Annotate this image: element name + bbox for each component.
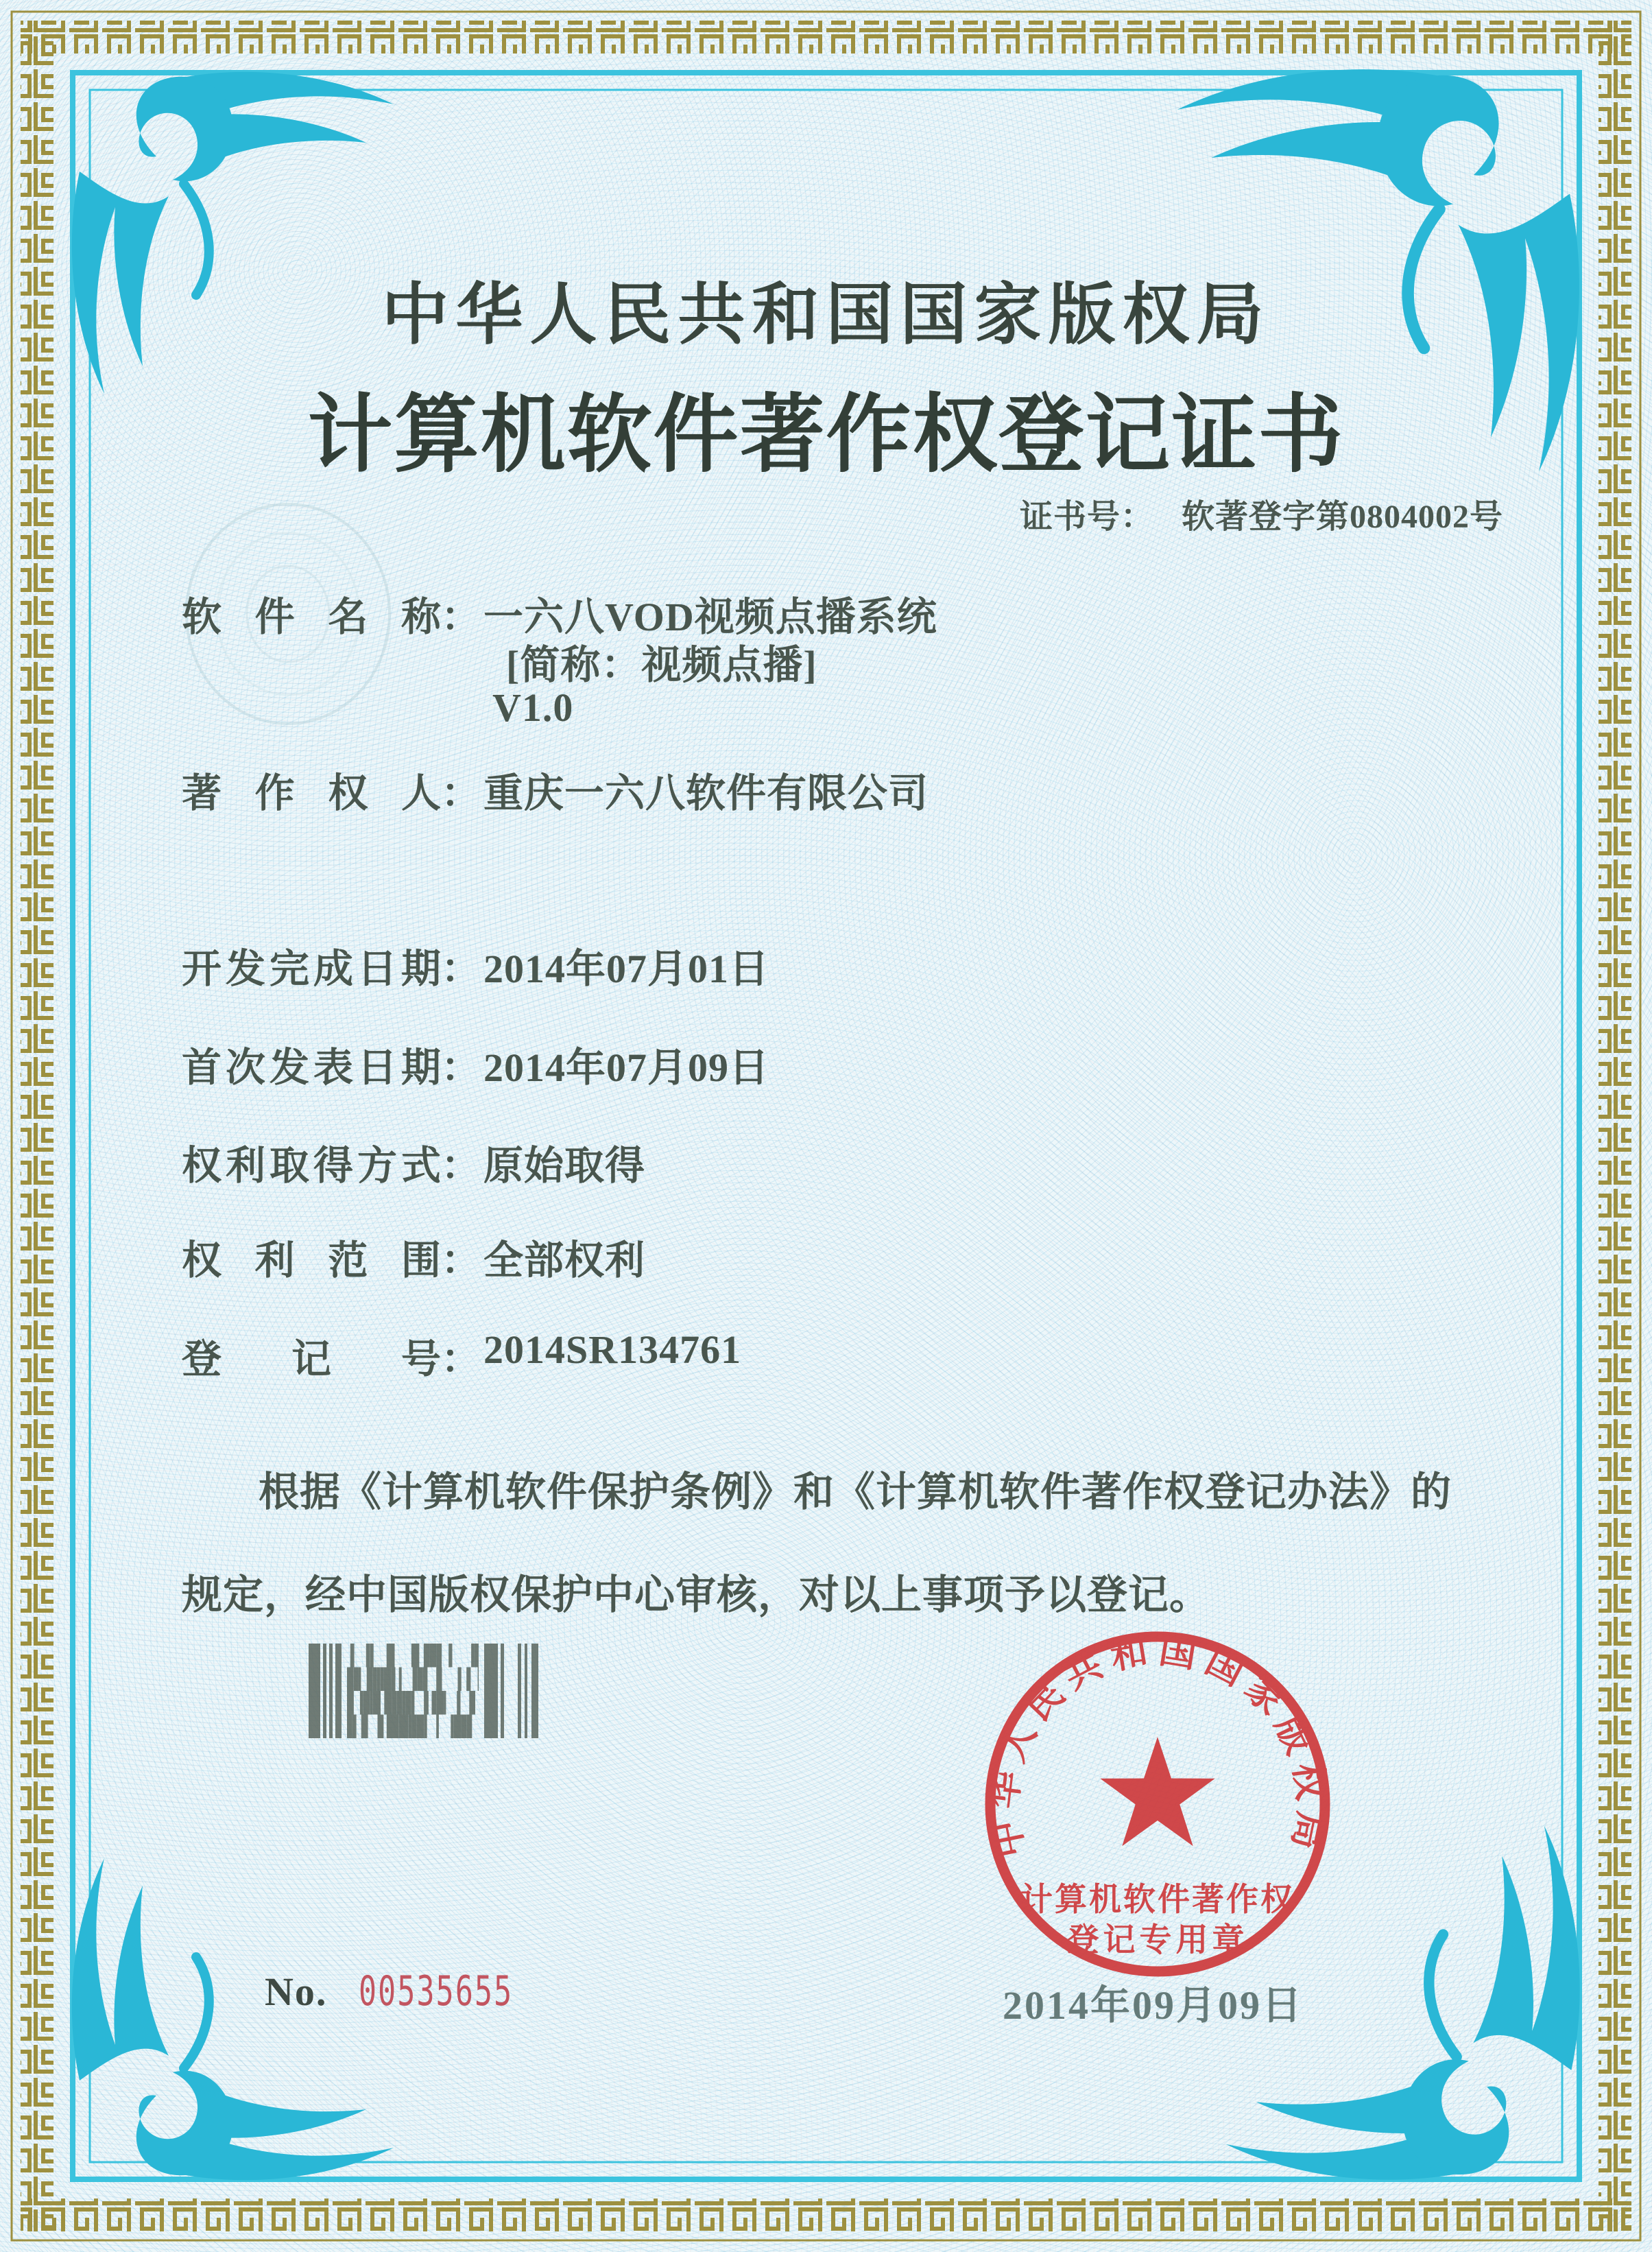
certificate-number-label: 证书号： xyxy=(1020,499,1155,535)
statement-line-1: 根据《计算机软件保护条例》和《计算机软件著作权登记办法》的 xyxy=(259,1469,1452,1515)
serial-number-label: No. xyxy=(265,1969,328,2014)
registration-number-value: 2014SR134761 xyxy=(483,1327,742,1372)
registration-statement xyxy=(182,1441,1485,1646)
field-colon: ： xyxy=(441,595,481,639)
field-colon: ： xyxy=(441,947,481,991)
field-row-rights-acquisition xyxy=(182,1133,646,1188)
seal-line-2: 登记专用章 xyxy=(1066,1923,1249,1958)
field-label: 首次发表日期 xyxy=(182,1045,441,1090)
field-label: 开发完成日期 xyxy=(182,947,441,991)
field-label: 权利取得方式 xyxy=(182,1143,441,1188)
field-colon: ： xyxy=(441,771,481,816)
certificate-title: 计算机软件著作权登记证书 xyxy=(307,388,1345,482)
software-version: V1.0 xyxy=(492,685,574,730)
certificate-number-value: 软著登字第0804002号 xyxy=(1182,499,1504,535)
seal-date: 2014年09月09日 xyxy=(1003,1983,1304,2028)
field-colon: ： xyxy=(441,1143,481,1188)
field-colon: ： xyxy=(441,1045,481,1090)
seal-star-icon xyxy=(1100,1737,1214,1846)
field-row-dev-complete-date xyxy=(182,936,770,991)
field-colon: ： xyxy=(441,1238,481,1283)
rights-scope-value: 全部权利 xyxy=(483,1238,646,1283)
seal-line-1: 计算机软件著作权 xyxy=(1020,1882,1295,1918)
software-name-value: 一六八VOD视频点播系统 xyxy=(483,595,937,639)
field-label: 软件名称 xyxy=(182,595,441,639)
rights-acquisition-value: 原始取得 xyxy=(483,1143,646,1188)
seal-ring-text: 中华人民共和国国家版权局 xyxy=(982,1629,1333,1862)
field-row-copyright-owner xyxy=(182,761,929,816)
corner-flourish-bottom-left xyxy=(72,1858,394,2180)
field-row-rights-scope xyxy=(182,1228,646,1283)
software-short-name: [简称：视频点播] xyxy=(506,643,817,687)
field-label: 登记号 xyxy=(182,1337,441,1382)
certificate-number-line xyxy=(1020,490,1503,537)
field-colon: ： xyxy=(441,1337,481,1382)
field-label: 权利范围 xyxy=(182,1238,441,1283)
field-label: 著作权人 xyxy=(182,771,441,816)
serial-number-line xyxy=(265,1967,573,2015)
field-row-software-name xyxy=(182,584,937,639)
copyright-owner-value: 重庆一六八软件有限公司 xyxy=(483,771,929,816)
field-row-first-publish-date xyxy=(182,1035,770,1090)
issuer-title: 中华人民共和国国家版权局 xyxy=(381,278,1271,353)
first-publish-date-value: 2014年07月09日 xyxy=(483,1045,770,1090)
dev-complete-date-value: 2014年07月01日 xyxy=(483,947,770,991)
serial-number-value: 00535655 xyxy=(359,1967,514,2015)
statement-line-2: 规定，经中国版权保护中心审核，对以上事项予以登记。 xyxy=(182,1572,1211,1617)
field-row-registration-number xyxy=(182,1327,742,1382)
barcode-2d xyxy=(309,1644,538,1738)
official-red-seal xyxy=(972,1619,1343,1989)
